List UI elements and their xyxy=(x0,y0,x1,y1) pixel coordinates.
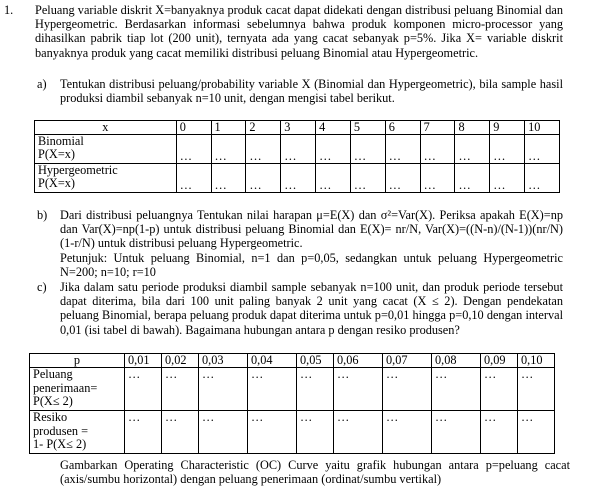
table2-cell: … xyxy=(248,411,297,454)
table2-col-header: 0,03 xyxy=(199,354,248,368)
table2-cell: … xyxy=(297,411,334,454)
table2-cell: … xyxy=(199,368,248,411)
table2-cell: … xyxy=(125,411,162,454)
table2-col-header: 0,01 xyxy=(125,354,162,368)
table1-cell: … xyxy=(490,164,525,193)
row-label xyxy=(35,135,177,164)
acceptance-table xyxy=(29,353,555,454)
row-label xyxy=(30,411,125,454)
part-c-label: c) xyxy=(37,280,47,294)
table1-cell: … xyxy=(246,164,281,193)
table1-cell: … xyxy=(211,135,246,164)
table2-cell: … xyxy=(334,368,383,411)
table2-cell: … xyxy=(297,368,334,411)
table1-col-header: 2 xyxy=(246,121,281,135)
table1-col-header: 10 xyxy=(525,121,560,135)
table2-col-header: 0,10 xyxy=(518,354,555,368)
row-label-line: Resiko xyxy=(33,410,68,424)
row-label-sub: P(X=x) xyxy=(38,147,75,161)
table1-cell: … xyxy=(176,164,211,193)
table2-header-p: p xyxy=(30,354,125,368)
table1-col-header: 3 xyxy=(281,121,316,135)
table2-cell: … xyxy=(481,368,518,411)
table2-col-header: 0,05 xyxy=(297,354,334,368)
table1-cell: … xyxy=(281,164,316,193)
table1-cell: … xyxy=(420,164,455,193)
table1-cell: … xyxy=(316,135,351,164)
table2-cell: … xyxy=(481,411,518,454)
table1-col-header: 7 xyxy=(420,121,455,135)
table2-cell: … xyxy=(248,368,297,411)
table2-col-header: 0,06 xyxy=(334,354,383,368)
table2-cell: … xyxy=(518,368,555,411)
table2-cell: … xyxy=(432,411,481,454)
problem-number: 1. xyxy=(4,3,14,17)
table1-row-hypergeometric xyxy=(35,164,560,193)
table1-cell: … xyxy=(246,135,281,164)
table1-col-header: 8 xyxy=(455,121,490,135)
table2-cell: … xyxy=(334,411,383,454)
table1-cell: … xyxy=(525,164,560,193)
table1-cell: … xyxy=(385,164,420,193)
table2-col-header: 0,09 xyxy=(481,354,518,368)
table1-cell: … xyxy=(455,135,490,164)
table2-col-header: 0,08 xyxy=(432,354,481,368)
table1-cell: … xyxy=(350,135,385,164)
table1-cell: … xyxy=(455,164,490,193)
table1-col-header: 9 xyxy=(490,121,525,135)
closing-paragraph: Gambarkan Operating Characteristic (OC) Curve yaitu grafik hubungan antara p=peluang cacat (axis/sumbu horizontal) dengan peluang penerimaan (ordinat/sumbu vertikal) xyxy=(60,458,570,487)
table2-col-header: 0,02 xyxy=(162,354,199,368)
table2-cell: … xyxy=(432,368,481,411)
table2-cell: … xyxy=(383,368,432,411)
table2-cell: … xyxy=(518,411,555,454)
row-label-line: P(X≤ 2) xyxy=(33,394,73,408)
part-a-label: a) xyxy=(37,77,47,91)
table1-cell: … xyxy=(490,135,525,164)
table2-col-header: 0,04 xyxy=(248,354,297,368)
row-label-line: 1- P(X≤ 2) xyxy=(33,437,87,451)
table1-cell: … xyxy=(420,135,455,164)
table1-cell: … xyxy=(385,135,420,164)
table2-cell: … xyxy=(383,411,432,454)
part-b-label: b) xyxy=(37,208,48,222)
table1-col-header: 5 xyxy=(350,121,385,135)
table1-cell: … xyxy=(350,164,385,193)
row-label-sub: P(X=x) xyxy=(38,176,75,190)
table2-cell: … xyxy=(162,411,199,454)
part-a-text: Tentukan distribusi peluang/probability variable X (Binomial dan Hypergeometric), bila sample hasil produksi diambil sebanyak n=10 unit, dengan mengisi tabel berikut. xyxy=(60,77,563,106)
table1-header-x: x xyxy=(35,121,177,135)
row-label xyxy=(30,368,125,411)
table1-col-header: 4 xyxy=(316,121,351,135)
table2-col-header: 0,07 xyxy=(383,354,432,368)
table1-col-header: 1 xyxy=(211,121,246,135)
table1-col-header: 6 xyxy=(385,121,420,135)
table2-cell: … xyxy=(199,411,248,454)
part-b-text: Dari distribusi peluangnya Tentukan nilai harapan μ=E(X) dan σ²=Var(X). Periksa apakah E(X)=np dan Var(X)=np(1-p) untuk distribusi peluang Binomial dan E(X)= nr/N, Var(X)=((N-n)/(N-1))(nr/N)(1-r/N) untuk distribusi peluang Hypergeometric. xyxy=(60,208,563,251)
table1-cell: … xyxy=(525,135,560,164)
intro-paragraph: Peluang variable diskrit X=banyaknya produk cacat dapat didekati dengan distribusi peluang Binomial dan Hypergeometric. Berdasarkan informasi sebelumnya bahwa produk komponen micro-processor yang dihasilkan pabrik tiap lot (200 unit), ternyata ada yang cacat sebanyak p=5%. Jika X= variable diskrit banyaknya produk yang cacat memiliki distribusi peluang Binomial atau Hypergeometric. xyxy=(35,3,563,60)
table2-cell: … xyxy=(125,368,162,411)
distribution-table xyxy=(34,120,560,193)
row-label-line: Peluang xyxy=(33,367,73,381)
part-b-hint: Petunjuk: Untuk peluang Binomial, n=1 dan p=0,05, sedangkan untuk peluang Hypergeometric N=200; n=10; r=10 xyxy=(60,251,563,280)
table1-cell: … xyxy=(176,135,211,164)
row-label xyxy=(35,164,177,193)
row-label-line: produsen = xyxy=(33,423,89,438)
row-label-line: penerimaan= xyxy=(33,380,98,395)
table2-row-risk xyxy=(30,411,555,454)
table1-cell: … xyxy=(281,135,316,164)
table1-cell: … xyxy=(211,164,246,193)
part-c-text: Jika dalam satu periode produksi diambil sample sebanyak n=100 unit, dan produk periode tersebut dapat diterima, bila dari 100 unit paling banyak 2 unit yang cacat (X ≤ 2). Dengan pendekatan peluang Binomial, berapa peluang produk dapat diterima untuk p=0,01 hingga p=0,10 dengan interval 0,01 (isi tabel di bawah). Bagaimana hubungan antara p dengan resiko produsen? xyxy=(60,280,563,337)
table2-row-acceptance xyxy=(30,368,555,411)
table2-cell: … xyxy=(162,368,199,411)
row-label-name: Hypergeometric xyxy=(38,163,118,177)
table1-row-binomial xyxy=(35,135,560,164)
row-label-name: Binomial xyxy=(38,134,84,148)
table1-col-header: 0 xyxy=(176,121,211,135)
table1-cell: … xyxy=(316,164,351,193)
